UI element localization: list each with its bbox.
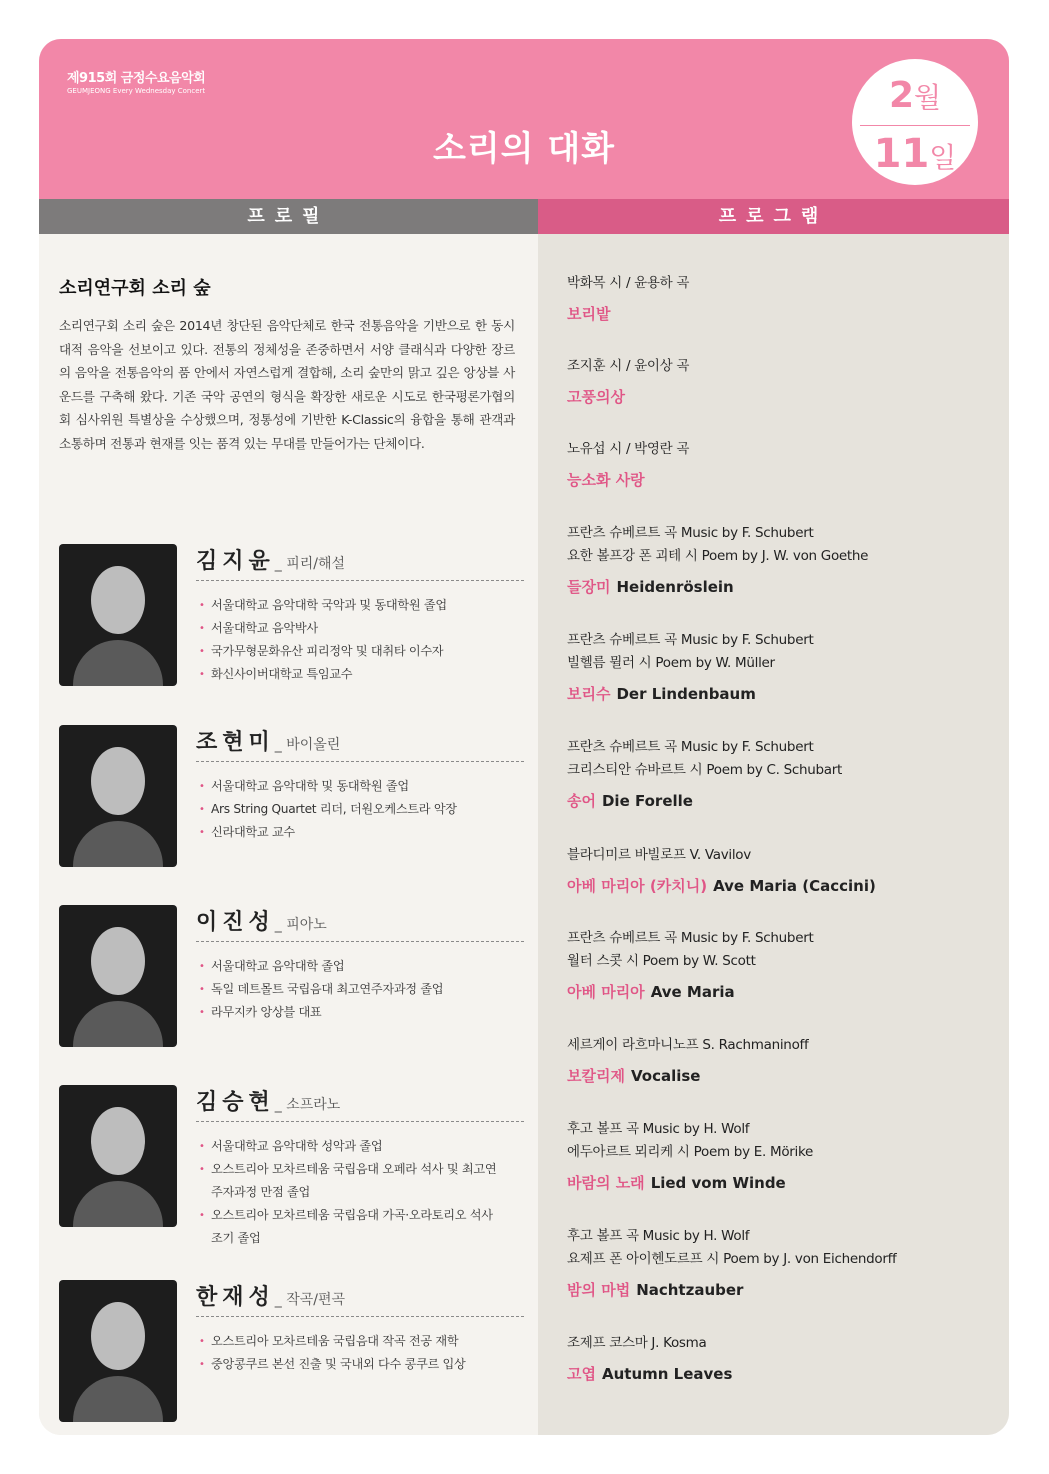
program-item [567, 736, 997, 812]
bio-item: • 서울대학교 음악대학 성악과 졸업 [199, 1135, 499, 1158]
song-title-en: Lied vom Winde [650, 1174, 786, 1192]
program-title [567, 1363, 997, 1385]
bio-item: • 오스트리아 모차르테움 국립음대 오페라 석사 및 최고연주자과정 만점 졸업 [199, 1158, 499, 1204]
song-title-en: Ave Maria [650, 983, 735, 1001]
performer-bio [199, 1135, 499, 1250]
song-title-en: Vocalise [630, 1067, 701, 1085]
program-section-bar [538, 199, 1009, 234]
performer-name: 김지윤 [196, 549, 275, 574]
program-title [567, 1279, 997, 1301]
divider [196, 1121, 524, 1122]
program-credit: 월터 스콧 시 Poem by W. Scott [567, 953, 756, 969]
program-column [538, 234, 1009, 1435]
performer-name: 김승현 [196, 1090, 275, 1115]
program-credit: 후고 볼프 곡 Music by H. Wolf [567, 1228, 750, 1244]
divider [196, 1316, 524, 1317]
bio-item: • 오스트리아 모차르테움 국립음대 작곡 전공 재학 [199, 1330, 499, 1353]
song-title-kr: 보리밭 [567, 305, 611, 323]
song-title-en: Die Forelle [601, 792, 693, 810]
song-title-en: Der Lindenbaum [616, 685, 756, 703]
song-title-en: Ave Maria (Caccini) [713, 877, 876, 895]
bio-item: • 오스트리아 모차르테움 국립음대 가곡·오라토리오 석사 조기 졸업 [199, 1204, 499, 1250]
program-credit: 조지훈 시 / 윤이상 곡 [567, 358, 690, 374]
performer-name-row [196, 1085, 340, 1116]
program-credit: 세르게이 라흐마니노프 S. Rachmaninoff [567, 1037, 809, 1053]
performer-photo [59, 1085, 177, 1227]
bio-item: • 중앙콩쿠르 본선 진출 및 국내외 다수 콩쿠르 입상 [199, 1353, 499, 1376]
divider [196, 761, 524, 762]
program-credit: 프란츠 슈베르트 곡 Music by F. Schubert [567, 525, 814, 541]
program-title [567, 790, 997, 812]
performer-name: 한재성 [196, 1285, 275, 1310]
profile-section-label: 프로필 [247, 206, 330, 227]
profile-section-bar [39, 199, 538, 234]
program-item [567, 1118, 997, 1194]
performer-role: _ 작곡/편곡 [274, 1292, 346, 1308]
program-item [567, 1332, 997, 1385]
song-title-en: Nachtzauber [636, 1281, 744, 1299]
program-credit: 에두아르트 뫼리케 시 Poem by E. Mörike [567, 1144, 814, 1160]
program-title [567, 1065, 997, 1087]
song-title-kr: 고엽 [567, 1365, 596, 1383]
song-title-kr: 능소화 사랑 [567, 471, 645, 489]
performer-name-row [196, 905, 327, 936]
program-title [567, 576, 997, 598]
performer-photo [59, 905, 177, 1047]
song-title-kr: 밤의 마법 [567, 1281, 631, 1299]
program-credit: 요한 볼프강 폰 괴테 시 Poem by J. W. von Goethe [567, 548, 869, 564]
performer-name: 이진성 [196, 910, 275, 935]
program-credit: 빌헬름 뮐러 시 Poem by W. Müller [567, 655, 775, 671]
program-title [567, 469, 997, 491]
performer-bio [199, 1330, 499, 1376]
divider [196, 941, 524, 942]
performer-role: _ 소프라노 [274, 1097, 341, 1113]
program-item [567, 844, 997, 897]
performer-bio [199, 955, 499, 1024]
program-item [567, 522, 997, 598]
bio-item: • 서울대학교 음악대학 졸업 [199, 955, 499, 978]
program-credit: 박화목 시 / 윤용하 곡 [567, 275, 690, 291]
bio-item: • 화신사이버대학교 특임교수 [199, 663, 499, 686]
concert-flyer [39, 39, 1009, 1435]
group-description: 소리연구회 소리 숲은 2014년 창단된 음악단체로 한국 전통음악을 기반으로 한 동시대적 음악을 선보이고 있다. 전통의 정체성을 존중하면서 서양 클래식과 다양한 장르의 음악을 전통음악의 품 안에서 자연스럽게 결합해, 소리 숲만의 맑고 깊은 앙상블 사운드를 구축해 왔다. 기존 국악 공연의 형식을 확장한 새로운 시도로 한국평론가협의회 심사위원 특별상을 수상했으며, 정통성에 기반한 K-Classic의 융합을 통해 관객과 소통하며 전통과 현재를 잇는 품격 있는 무대를 만들어가는 단체이다. [59, 318, 515, 451]
program-credit: 블라디미르 바빌로프 V. Vavilov [567, 847, 751, 863]
bio-item: • 서울대학교 음악박사 [199, 617, 499, 640]
performer-photo [59, 725, 177, 867]
performer-photo [59, 544, 177, 686]
month-unit: 월 [914, 81, 942, 114]
bio-item: • 서울대학교 음악대학 국악과 및 동대학원 졸업 [199, 594, 499, 617]
profile-column [39, 234, 538, 1435]
program-title [567, 1172, 997, 1194]
performer-name: 조현미 [196, 730, 275, 755]
song-title-kr: 들장미 [567, 578, 611, 596]
performer-role: _ 피아노 [274, 917, 327, 933]
song-title-kr: 보칼리제 [567, 1067, 625, 1085]
bio-item: • 서울대학교 음악대학 및 동대학원 졸업 [199, 775, 499, 798]
program-credit: 프란츠 슈베르트 곡 Music by F. Schubert [567, 930, 814, 946]
performer-name-row [196, 544, 345, 575]
song-title-en: Heidenröslein [616, 578, 734, 596]
performer-role: _ 피리/해설 [274, 556, 346, 572]
program-item [567, 438, 997, 491]
performer-role: _ 바이올린 [274, 737, 341, 753]
program-title [567, 981, 997, 1003]
concert-series: 제915회 금정수요음악회 [67, 71, 206, 86]
bio-item: • 독일 데트몰트 국립음대 최고연주자과정 졸업 [199, 978, 499, 1001]
performer-bio [199, 594, 499, 686]
header-banner [39, 39, 1009, 199]
song-title-kr: 고풍의상 [567, 388, 625, 406]
program-item [567, 1034, 997, 1087]
day-number: 11 [873, 131, 930, 177]
bio-item: • Ars String Quartet 리더, 더원오케스트라 악장 [199, 798, 499, 821]
performer-name-row [196, 725, 340, 756]
month-number: 2 [888, 75, 914, 116]
program-item [567, 629, 997, 705]
program-item [567, 355, 997, 408]
song-title-kr: 아베 마리아 [567, 983, 645, 1001]
program-credit: 프란츠 슈베르트 곡 Music by F. Schubert [567, 739, 814, 755]
song-title-kr: 아베 마리아 (카치니) [567, 877, 708, 895]
program-item [567, 1225, 997, 1301]
program-title [567, 683, 997, 705]
bio-item: • 신라대학교 교수 [199, 821, 499, 844]
program-title [567, 875, 997, 897]
program-section-label: 프로그램 [718, 206, 829, 227]
program-credit: 프란츠 슈베르트 곡 Music by F. Schubert [567, 632, 814, 648]
date-divider [860, 125, 970, 126]
program-credit: 노유섭 시 / 박영란 곡 [567, 441, 690, 457]
song-title-kr: 바람의 노래 [567, 1174, 645, 1192]
song-title-en: Autumn Leaves [601, 1365, 733, 1383]
program-title [567, 303, 997, 325]
concert-series-en: GEUMJEONG Every Wednesday Concert [67, 87, 206, 95]
day-unit: 일 [929, 141, 957, 174]
divider [196, 580, 524, 581]
program-credit: 요제프 폰 아이헨도르프 시 Poem by J. von Eichendorff [567, 1251, 897, 1267]
performer-photo [59, 1280, 177, 1422]
performer-bio [199, 775, 499, 844]
program-item [567, 272, 997, 325]
song-title-kr: 보리수 [567, 685, 611, 703]
date-day [852, 131, 978, 177]
program-title [567, 386, 997, 408]
bio-item: • 국가무형문화유산 피리정악 및 대취타 이수자 [199, 640, 499, 663]
date-month [852, 75, 978, 116]
group-name: 소리연구회 소리 숲 [59, 278, 211, 299]
performer-name-row [196, 1280, 345, 1311]
date-badge [852, 59, 978, 185]
program-credit: 조제프 코스마 J. Kosma [567, 1335, 707, 1351]
song-title-kr: 송어 [567, 792, 596, 810]
program-credit: 크리스티안 슈바르트 시 Poem by C. Schubart [567, 762, 842, 778]
program-credit: 후고 볼프 곡 Music by H. Wolf [567, 1121, 750, 1137]
program-item [567, 927, 997, 1003]
concert-title: 소리의 대화 [432, 129, 616, 169]
bio-item: • 라무지카 앙상블 대표 [199, 1001, 499, 1024]
